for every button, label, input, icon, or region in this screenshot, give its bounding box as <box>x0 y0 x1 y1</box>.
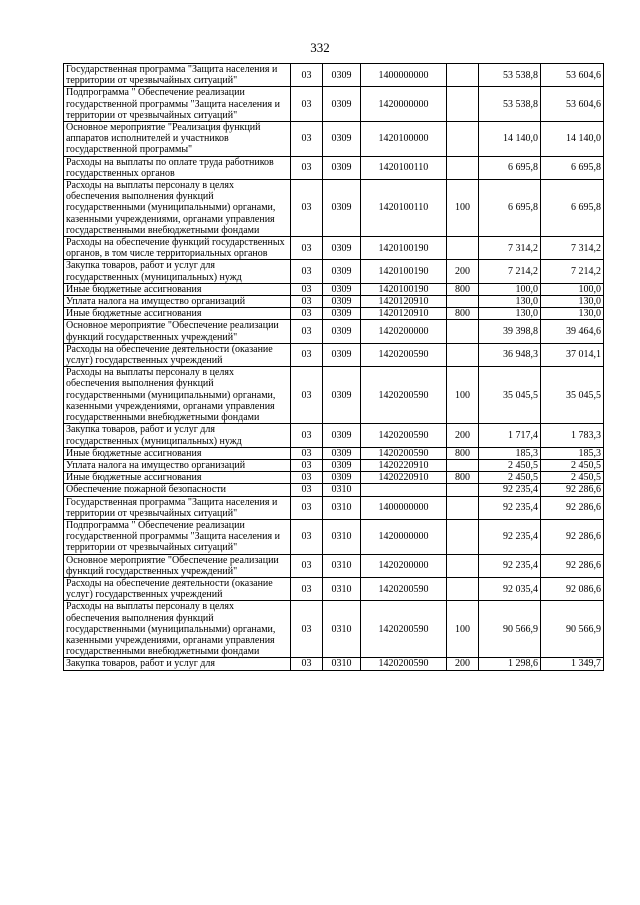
row-name: Обеспечение пожарной безопасности <box>64 484 291 496</box>
row-section-code: 0309 <box>323 459 361 471</box>
row-amount-year-1: 53 538,8 <box>479 64 541 87</box>
row-target-article: 1420000000 <box>361 87 447 122</box>
row-ministry-code: 03 <box>291 343 323 366</box>
row-expense-type <box>447 343 479 366</box>
row-amount-year-2: 130,0 <box>541 296 604 308</box>
row-ministry-code: 03 <box>291 260 323 283</box>
row-amount-year-1: 35 045,5 <box>479 367 541 424</box>
row-expense-type <box>447 459 479 471</box>
row-expense-type <box>447 87 479 122</box>
row-target-article: 1420100110 <box>361 156 447 179</box>
row-amount-year-2: 185,3 <box>541 447 604 459</box>
row-section-code: 0309 <box>323 472 361 484</box>
row-expense-type: 800 <box>447 447 479 459</box>
row-target-article: 1420120910 <box>361 308 447 320</box>
row-section-code: 0309 <box>323 260 361 283</box>
row-amount-year-2: 92 086,6 <box>541 577 604 600</box>
row-target-article: 1400000000 <box>361 64 447 87</box>
row-target-article <box>361 484 447 496</box>
row-ministry-code: 03 <box>291 459 323 471</box>
row-amount-year-2: 6 695,8 <box>541 180 604 237</box>
row-amount-year-1: 2 450,5 <box>479 459 541 471</box>
table-row <box>64 122 604 157</box>
table-row <box>64 601 604 658</box>
table-row <box>64 496 604 519</box>
row-amount-year-1: 2 450,5 <box>479 472 541 484</box>
table-row <box>64 472 604 484</box>
row-ministry-code: 03 <box>291 367 323 424</box>
row-ministry-code: 03 <box>291 554 323 577</box>
row-target-article: 1420200590 <box>361 447 447 459</box>
row-amount-year-2: 92 286,6 <box>541 496 604 519</box>
row-amount-year-2: 1 783,3 <box>541 424 604 447</box>
table-row <box>64 367 604 424</box>
row-amount-year-1: 7 314,2 <box>479 237 541 260</box>
row-amount-year-2: 39 464,6 <box>541 320 604 343</box>
row-expense-type <box>447 484 479 496</box>
row-section-code: 0310 <box>323 496 361 519</box>
row-amount-year-2: 35 045,5 <box>541 367 604 424</box>
table-row <box>64 87 604 122</box>
row-ministry-code: 03 <box>291 296 323 308</box>
row-name: Расходы на обеспечение деятельности (оказание услуг) государственных учреждений <box>64 577 291 600</box>
row-target-article: 1420220910 <box>361 459 447 471</box>
row-amount-year-1: 92 035,4 <box>479 577 541 600</box>
row-section-code: 0309 <box>323 447 361 459</box>
row-target-article: 1420100190 <box>361 283 447 295</box>
table-row <box>64 320 604 343</box>
table-row <box>64 447 604 459</box>
row-section-code: 0310 <box>323 601 361 658</box>
row-name: Расходы на выплаты по оплате труда работников государственных органов <box>64 156 291 179</box>
row-expense-type <box>447 577 479 600</box>
table-row <box>64 343 604 366</box>
row-ministry-code: 03 <box>291 484 323 496</box>
row-section-code: 0309 <box>323 87 361 122</box>
row-name: Закупка товаров, работ и услуг для государственных (муниципальных) нужд <box>64 260 291 283</box>
row-amount-year-1: 14 140,0 <box>479 122 541 157</box>
row-target-article: 1420100190 <box>361 260 447 283</box>
row-amount-year-1: 130,0 <box>479 308 541 320</box>
row-expense-type <box>447 237 479 260</box>
row-section-code: 0310 <box>323 554 361 577</box>
table-row <box>64 237 604 260</box>
row-amount-year-1: 92 235,4 <box>479 496 541 519</box>
row-amount-year-1: 92 235,4 <box>479 554 541 577</box>
row-name: Государственная программа "Защита населения и территории от чрезвычайных ситуаций" <box>64 496 291 519</box>
row-name: Иные бюджетные ассигнования <box>64 308 291 320</box>
row-amount-year-1: 6 695,8 <box>479 156 541 179</box>
row-section-code: 0309 <box>323 343 361 366</box>
row-amount-year-1: 53 538,8 <box>479 87 541 122</box>
row-amount-year-2: 14 140,0 <box>541 122 604 157</box>
row-name: Иные бюджетные ассигнования <box>64 472 291 484</box>
row-ministry-code: 03 <box>291 472 323 484</box>
row-amount-year-2: 2 450,5 <box>541 459 604 471</box>
row-ministry-code: 03 <box>291 577 323 600</box>
row-ministry-code: 03 <box>291 424 323 447</box>
row-target-article: 1420200000 <box>361 320 447 343</box>
row-expense-type: 200 <box>447 260 479 283</box>
row-name: Расходы на выплаты персоналу в целях обеспечения выполнения функций государственными (муниципальными) органами, казенными учреждениями, органами управления государственными внебюджетными фондами <box>64 367 291 424</box>
row-target-article: 1420200590 <box>361 424 447 447</box>
budget-table <box>63 63 604 671</box>
table-row <box>64 260 604 283</box>
table-row <box>64 424 604 447</box>
row-name: Государственная программа "Защита населения и территории от чрезвычайных ситуаций" <box>64 64 291 87</box>
row-name: Подпрограмма " Обеспечение реализации государственной программы "Защита населения и территории от чрезвычайных ситуаций" <box>64 519 291 554</box>
row-ministry-code: 03 <box>291 320 323 343</box>
row-section-code: 0310 <box>323 577 361 600</box>
row-amount-year-1: 185,3 <box>479 447 541 459</box>
row-name: Закупка товаров, работ и услуг для государственных (муниципальных) нужд <box>64 424 291 447</box>
row-section-code: 0309 <box>323 283 361 295</box>
row-expense-type: 100 <box>447 367 479 424</box>
row-ministry-code: 03 <box>291 122 323 157</box>
row-amount-year-2: 53 604,6 <box>541 87 604 122</box>
row-name: Расходы на выплаты персоналу в целях обеспечения выполнения функций государственными (муниципальными) органами, казенными учреждениями, органами управления государственными внебюджетными фондами <box>64 180 291 237</box>
row-amount-year-2: 130,0 <box>541 308 604 320</box>
row-ministry-code: 03 <box>291 64 323 87</box>
row-section-code: 0310 <box>323 658 361 670</box>
row-section-code: 0309 <box>323 424 361 447</box>
row-ministry-code: 03 <box>291 496 323 519</box>
row-amount-year-1: 39 398,8 <box>479 320 541 343</box>
row-amount-year-2: 53 604,6 <box>541 64 604 87</box>
table-row <box>64 308 604 320</box>
row-amount-year-2: 100,0 <box>541 283 604 295</box>
row-expense-type <box>447 320 479 343</box>
row-ministry-code: 03 <box>291 237 323 260</box>
row-name: Закупка товаров, работ и услуг для <box>64 658 291 670</box>
table-row <box>64 658 604 670</box>
row-section-code: 0309 <box>323 156 361 179</box>
row-section-code: 0309 <box>323 320 361 343</box>
row-amount-year-2: 2 450,5 <box>541 472 604 484</box>
row-target-article: 1420100110 <box>361 180 447 237</box>
row-target-article: 1420000000 <box>361 519 447 554</box>
row-amount-year-1: 130,0 <box>479 296 541 308</box>
row-amount-year-1: 1 298,6 <box>479 658 541 670</box>
row-amount-year-1: 1 717,4 <box>479 424 541 447</box>
row-target-article: 1420200590 <box>361 577 447 600</box>
row-amount-year-2: 90 566,9 <box>541 601 604 658</box>
table-row <box>64 554 604 577</box>
row-expense-type <box>447 296 479 308</box>
row-amount-year-2: 7 214,2 <box>541 260 604 283</box>
row-section-code: 0309 <box>323 367 361 424</box>
row-expense-type <box>447 122 479 157</box>
row-amount-year-1: 100,0 <box>479 283 541 295</box>
table-row <box>64 64 604 87</box>
row-target-article: 1420200000 <box>361 554 447 577</box>
row-expense-type: 100 <box>447 601 479 658</box>
row-section-code: 0310 <box>323 519 361 554</box>
row-target-article: 1420200590 <box>361 343 447 366</box>
row-target-article: 1420200590 <box>361 601 447 658</box>
row-name: Основное мероприятие "Реализация функций аппаратов исполнителей и участников государственной программы" <box>64 122 291 157</box>
row-amount-year-1: 7 214,2 <box>479 260 541 283</box>
page-number: 332 <box>310 40 330 55</box>
table-row <box>64 283 604 295</box>
row-expense-type: 800 <box>447 283 479 295</box>
row-amount-year-1: 92 235,4 <box>479 519 541 554</box>
row-target-article: 1420200590 <box>361 658 447 670</box>
row-section-code: 0309 <box>323 308 361 320</box>
row-expense-type: 200 <box>447 658 479 670</box>
budget-table-body <box>64 64 604 671</box>
row-target-article: 1420220910 <box>361 472 447 484</box>
table-row <box>64 156 604 179</box>
row-section-code: 0310 <box>323 484 361 496</box>
row-target-article: 1420100000 <box>361 122 447 157</box>
row-target-article: 1420200590 <box>361 367 447 424</box>
row-ministry-code: 03 <box>291 601 323 658</box>
row-ministry-code: 03 <box>291 180 323 237</box>
table-row <box>64 296 604 308</box>
table-row <box>64 180 604 237</box>
row-name: Иные бюджетные ассигнования <box>64 283 291 295</box>
row-amount-year-1: 6 695,8 <box>479 180 541 237</box>
row-name: Основное мероприятие "Обеспечение реализации функций государственных учреждений" <box>64 554 291 577</box>
row-expense-type <box>447 519 479 554</box>
row-name: Подпрограмма " Обеспечение реализации государственной программы "Защита населения и территории от чрезвычайных ситуаций" <box>64 87 291 122</box>
row-expense-type <box>447 64 479 87</box>
row-expense-type: 800 <box>447 472 479 484</box>
row-amount-year-1: 90 566,9 <box>479 601 541 658</box>
row-ministry-code: 03 <box>291 447 323 459</box>
row-ministry-code: 03 <box>291 658 323 670</box>
row-name: Иные бюджетные ассигнования <box>64 447 291 459</box>
row-ministry-code: 03 <box>291 87 323 122</box>
row-name: Уплата налога на имущество организаций <box>64 459 291 471</box>
row-target-article: 1400000000 <box>361 496 447 519</box>
row-amount-year-2: 7 314,2 <box>541 237 604 260</box>
row-expense-type: 800 <box>447 308 479 320</box>
row-expense-type: 200 <box>447 424 479 447</box>
table-row <box>64 519 604 554</box>
row-amount-year-2: 92 286,6 <box>541 484 604 496</box>
row-amount-year-2: 92 286,6 <box>541 554 604 577</box>
row-ministry-code: 03 <box>291 156 323 179</box>
row-amount-year-2: 6 695,8 <box>541 156 604 179</box>
row-name: Уплата налога на имущество организаций <box>64 296 291 308</box>
row-section-code: 0309 <box>323 64 361 87</box>
row-expense-type <box>447 554 479 577</box>
table-row <box>64 484 604 496</box>
row-amount-year-1: 92 235,4 <box>479 484 541 496</box>
row-amount-year-2: 1 349,7 <box>541 658 604 670</box>
row-section-code: 0309 <box>323 122 361 157</box>
row-amount-year-1: 36 948,3 <box>479 343 541 366</box>
row-expense-type: 100 <box>447 180 479 237</box>
row-amount-year-2: 37 014,1 <box>541 343 604 366</box>
row-section-code: 0309 <box>323 237 361 260</box>
row-ministry-code: 03 <box>291 283 323 295</box>
row-ministry-code: 03 <box>291 519 323 554</box>
row-amount-year-2: 92 286,6 <box>541 519 604 554</box>
row-name: Основное мероприятие "Обеспечение реализации функций государственных учреждений" <box>64 320 291 343</box>
table-row <box>64 577 604 600</box>
row-section-code: 0309 <box>323 180 361 237</box>
row-name: Расходы на обеспечение функций государственных органов, в том числе территориальных органов <box>64 237 291 260</box>
row-section-code: 0309 <box>323 296 361 308</box>
table-row <box>64 459 604 471</box>
row-ministry-code: 03 <box>291 308 323 320</box>
row-expense-type <box>447 496 479 519</box>
row-name: Расходы на обеспечение деятельности (оказание услуг) государственных учреждений <box>64 343 291 366</box>
row-name: Расходы на выплаты персоналу в целях обеспечения выполнения функций государственными (муниципальными) органами, казенными учреждениями, органами управления государственными внебюджетными фондами <box>64 601 291 658</box>
row-expense-type <box>447 156 479 179</box>
row-target-article: 1420100190 <box>361 237 447 260</box>
row-target-article: 1420120910 <box>361 296 447 308</box>
